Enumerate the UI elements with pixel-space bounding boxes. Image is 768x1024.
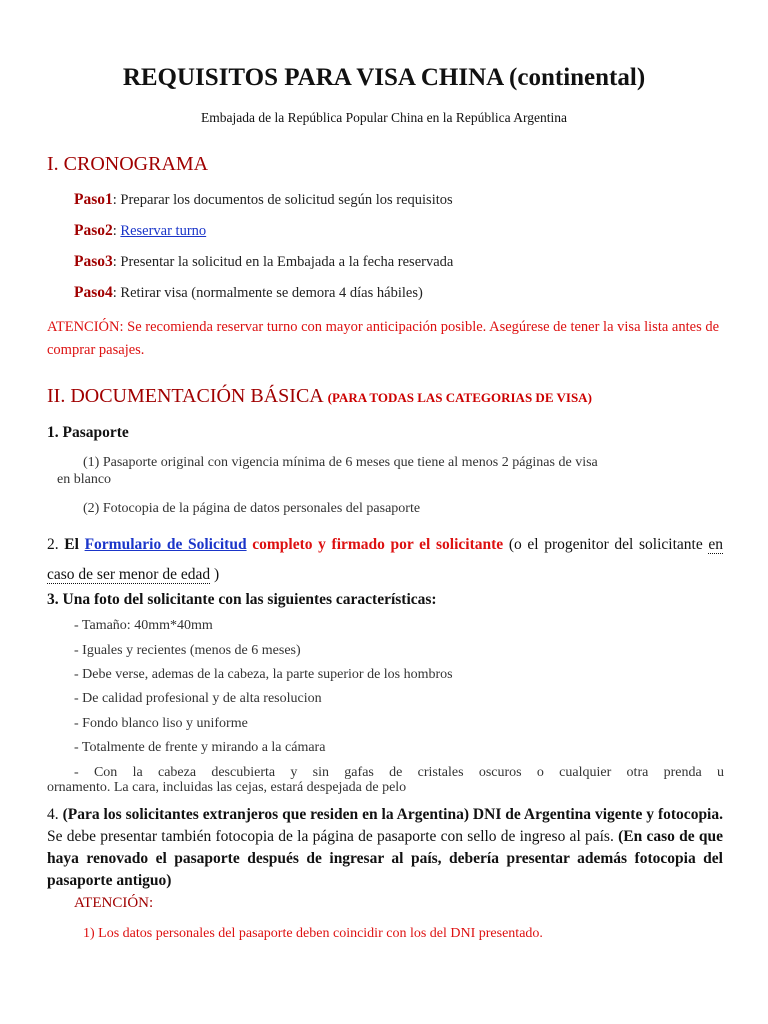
page-title: REQUISITOS PARA VISA CHINA (continental) [122,64,646,91]
step-label: Paso2 [74,222,113,239]
item-3-title: 3. Una foto del solicitante con las siguientes características: [47,591,437,608]
step-1 [74,191,453,209]
item-4 [47,804,723,892]
attention-2-label: ATENCIÓN: [74,895,154,911]
item-2-red-text: completo y firmado por el solicitante [246,536,504,553]
item-2-rest1: (o el progenitor del solicitante [503,536,709,553]
item-2-num: 2. [47,536,65,553]
item-2-dotted-text: en caso de ser menor de edad [47,536,723,583]
section-heading-documentacion [47,385,592,408]
item-2-rest2: ) [210,566,220,583]
item-1-p1-line1: (1) Pasaporte original con vigencia mínima de 6 meses que tiene al menos 2 páginas de visa [83,455,598,470]
list-item: - Debe verse, ademas de la cabeza, la parte superior de los hombros [74,667,453,682]
item-4-bold2: (En caso de que haya renovado el pasaporte después de ingresar al país, debería presentar además fotocopia del pasaporte antiguo) [47,828,723,889]
step-separator: : [112,254,121,270]
step-label: Paso1 [74,191,113,208]
list-item: - Totalmente de frente y mirando a la cámara [74,740,326,755]
step-label: Paso4 [74,284,113,301]
list-item-continuation: ornamento. La cara, incluidas las cejas, estará despejada de pelo [47,780,407,795]
list-item: - Tamaño: 40mm*40mm [74,618,213,633]
step-text: Presentar la solicitud en la Embajada a la fecha reservada [120,254,454,270]
attention-text: Se recomienda reservar turno con mayor anticipación posible. Asegúrese de tener la visa lista antes de comprar pasajes. [47,319,720,358]
step-text: Retirar visa (normalmente se demora 4 días hábiles) [120,285,423,301]
list-item: - De calidad profesional y de alta resolucion [74,691,322,706]
step-label: Paso3 [74,253,113,270]
item-4-num: 4. [47,806,63,823]
item-2 [47,530,723,590]
step-2 [74,222,206,240]
item-4-normal: Se debe presentar también fotocopia de la página de pasaporte con sello de ingreso al país. [47,828,619,845]
list-item: - Con la cabeza descubierta y sin gafas de cristales oscuros o cualquier otra prenda u [74,765,724,780]
attention-note [47,316,727,362]
section-heading-text: II. DOCUMENTACIÓN BÁSICA [47,385,323,407]
list-item: - Iguales y recientes (menos de 6 meses) [74,643,301,658]
attention-2-item: 1) Los datos personales del pasaporte deben coincidir con los del DNI presentado. [83,926,543,941]
reservar-turno-link[interactable]: Reservar turno [120,223,207,239]
step-text: Preparar los documentos de solicitud según los requisitos [120,192,453,208]
step-separator: : [112,192,121,208]
section-heading-cronograma [47,153,208,176]
step-separator: : [112,223,121,239]
attention-label: ATENCIÓN: [47,319,124,335]
item-2-el: El [64,536,85,553]
page-subtitle: Embajada de la República Popular China en la República Argentina [200,110,568,125]
section-heading-text: I. CRONOGRAMA [47,153,209,175]
item-1-p2: (2) Fotocopia de la página de datos personales del pasaporte [83,501,421,516]
step-3 [74,253,453,271]
section-heading-note: (PARA TODAS LAS CATEGORIAS DE VISA) [327,390,592,405]
item-4-bold1: (Para los solicitantes extranjeros que residen en la Argentina) DNI de Argentina vigente y fotocopia. [62,806,723,823]
list-item: - Fondo blanco liso y uniforme [74,716,248,731]
item-1-p1-line2: en blanco [57,472,112,487]
item-1-title: 1. Pasaporte [47,424,129,441]
formulario-solicitud-link[interactable]: Formulario de Solicitud [84,536,247,553]
step-4 [74,284,423,302]
step-separator: : [112,285,121,301]
